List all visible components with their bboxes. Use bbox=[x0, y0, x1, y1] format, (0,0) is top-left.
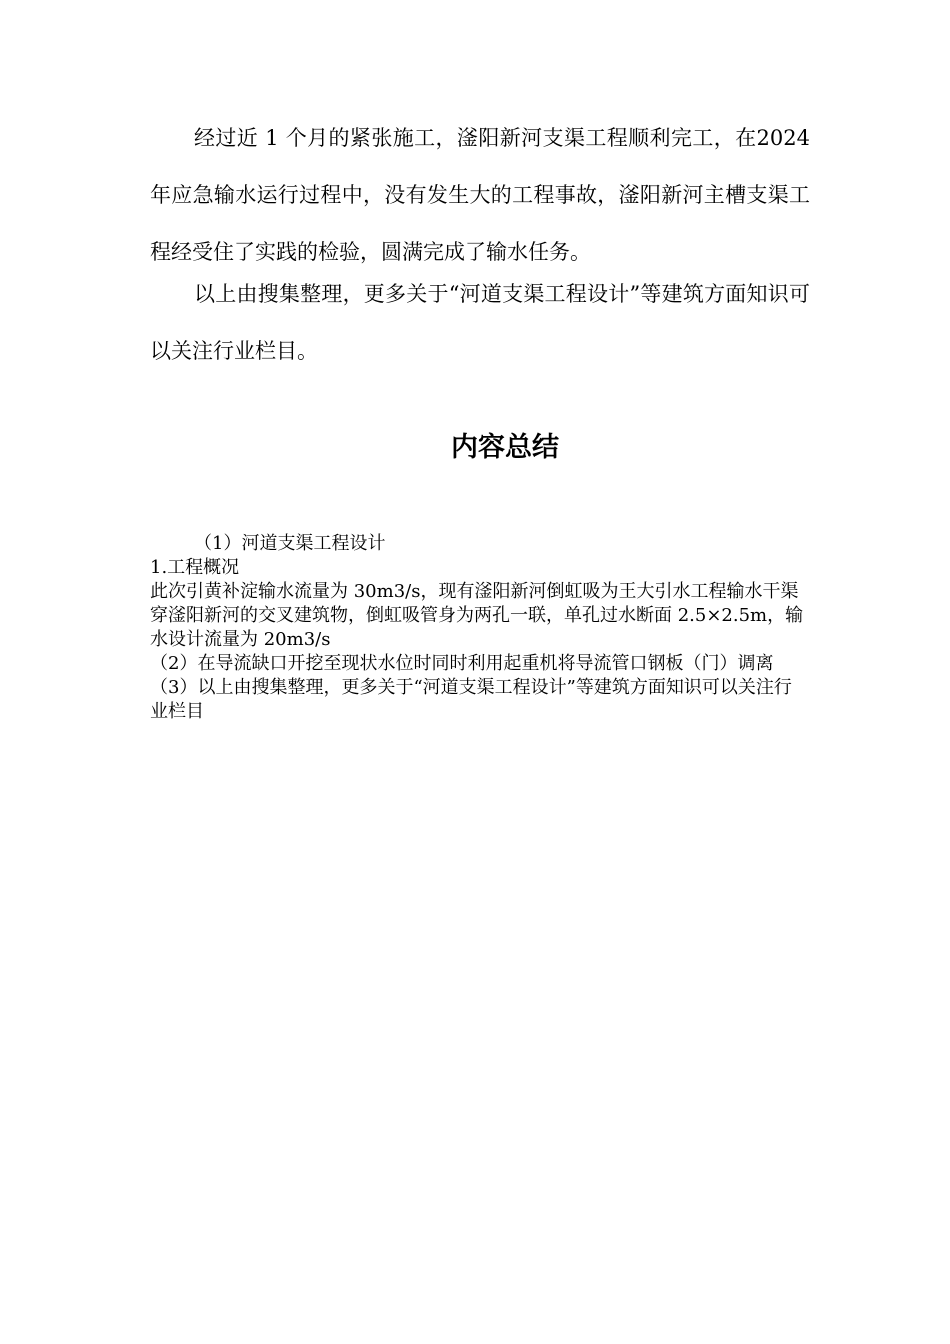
body-paragraph: 以上由搜集整理，更多关于“河道支渠工程设计”等建筑方面知识可以关注行业栏目。 bbox=[150, 282, 810, 363]
summary-line: 1.工程概况 bbox=[150, 557, 240, 578]
summary-line: （3）以上由搜集整理，更多关于“河道支渠工程设计”等建筑方面知识可以关注行业栏目 bbox=[150, 677, 792, 722]
summary-line: （1）河道支渠工程设计 bbox=[194, 533, 386, 554]
section-heading: 内容总结 bbox=[451, 432, 559, 463]
body-paragraph: 经过近 1 个月的紧张施工，滏阳新河支渠工程顺利完工，在2024 年应急输水运行过程中，没有发生大的工程事故，滏阳新河主槽支渠工程经受住了实践的检验，圆满完成了输水任务。 bbox=[150, 126, 810, 264]
summary-line: （2）在导流缺口开挖至现状水位时同时利用起重机将导流管口钢板（门）调离 bbox=[150, 653, 774, 674]
summary-block bbox=[150, 532, 805, 724]
summary-line: 此次引黄补淀输水流量为 30m3/s，现有滏阳新河倒虹吸为王大引水工程输水干渠穿滏阳新河的交叉建筑物，倒虹吸管身为两孔一联，单孔过水断面 2.5×2.5m，输水设计流量为 20m3/s bbox=[150, 581, 804, 650]
